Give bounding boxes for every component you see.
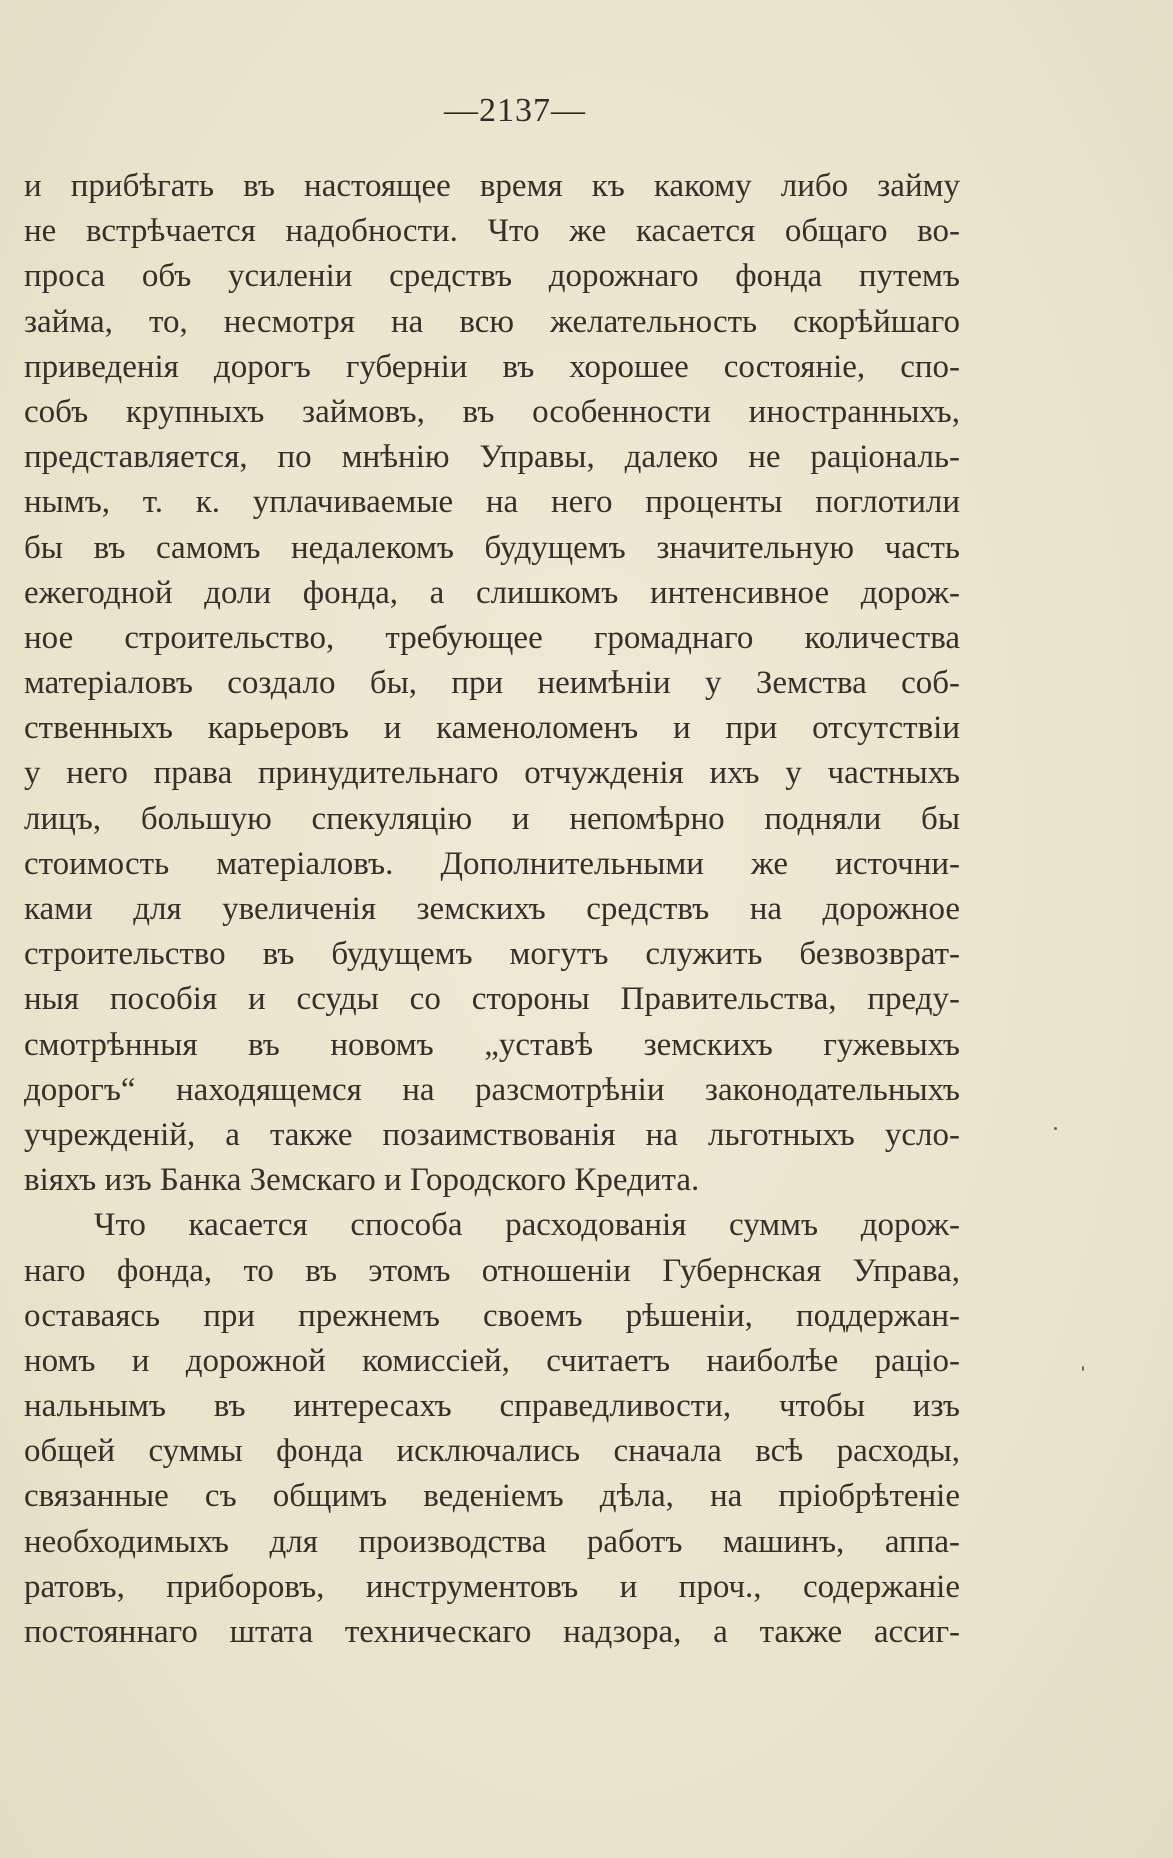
text-line: ныя пособія и ссуды со стороны Правительства, преду- bbox=[24, 981, 960, 1018]
text-line: дорогъ“ находящемся на разсмотрѣніи законодательныхъ bbox=[24, 1071, 960, 1108]
text-line: проса объ усиленіи средствъ дорожнаго фонда путемъ bbox=[24, 258, 960, 295]
paragraph-1 bbox=[24, 164, 960, 1203]
text-line: и прибѣгать въ настоящее время къ какому либо займу bbox=[24, 168, 960, 204]
text-line: Что касается способа расходованія суммъ дорож- bbox=[94, 1207, 960, 1244]
text-line: учрежденій, а также позаимствованія на льготныхъ усло- bbox=[24, 1116, 960, 1153]
text-line: ственныхъ карьеровъ и каменоломенъ и при отсутствіи bbox=[24, 710, 960, 747]
text-line: матеріаловъ создало бы, при неимѣніи у Земства соб- bbox=[24, 665, 960, 702]
text-line: бы въ самомъ недалекомъ будущемъ значительную часть bbox=[24, 529, 960, 566]
text-line: представляется, по мнѣнію Управы, далеко не раціональ- bbox=[24, 439, 960, 476]
page-number: —2137— bbox=[444, 92, 586, 129]
paper-speck bbox=[1082, 1366, 1084, 1371]
text-line: ное строительство, требующее громаднаго количества bbox=[24, 619, 960, 656]
body-text bbox=[24, 164, 960, 1655]
text-line: связанные съ общимъ веденіемъ дѣла, на пріобрѣтеніе bbox=[24, 1478, 960, 1515]
text-line: лицъ, большую спекуляцію и непомѣрно подняли бы bbox=[24, 800, 960, 837]
text-line: ежегодной доли фонда, а слишкомъ интенсивное дорож- bbox=[24, 574, 960, 611]
text-line: общей суммы фонда исключались сначала всѣ расходы, bbox=[24, 1433, 960, 1470]
text-line: нальнымъ въ интересахъ справедливости, чтобы изъ bbox=[24, 1388, 960, 1425]
text-line: ками для увеличенія земскихъ средствъ на дорожное bbox=[24, 891, 960, 927]
paper-speck bbox=[1054, 1127, 1057, 1130]
text-line: приведенія дорогъ губерніи въ хорошее состояніе, спо- bbox=[24, 348, 960, 385]
text-line: віяхъ изъ Банка Земскаго и Городского Кредита. bbox=[24, 1162, 700, 1199]
text-line: наго фонда, то въ этомъ отношеніи Губернская Управа, bbox=[24, 1252, 960, 1289]
text-line: постояннаго штата техническаго надзора, а также ассиг- bbox=[24, 1614, 960, 1650]
text-line: ратовъ, приборовъ, инструментовъ и проч., содержаніе bbox=[24, 1568, 960, 1605]
text-line: у него права принудительнаго отчужденія ихъ у частныхъ bbox=[24, 755, 960, 792]
paragraph-2 bbox=[24, 1203, 960, 1655]
text-line: стоимость матеріаловъ. Дополнительными же источни- bbox=[24, 845, 960, 882]
text-line: не встрѣчается надобности. Что же касается общаго во- bbox=[24, 213, 960, 250]
text-line: необходимыхъ для производства работъ машинъ, аппа- bbox=[24, 1523, 960, 1560]
text-line: строительство въ будущемъ могутъ служить безвозврат- bbox=[24, 936, 960, 973]
text-line: займа, то, несмотря на всю желательность скорѣйшаго bbox=[24, 303, 960, 340]
text-line: нымъ, т. к. уплачиваемые на него проценты поглотили bbox=[24, 484, 960, 521]
text-line: номъ и дорожной комиссіей, считаетъ наиболѣе раціо- bbox=[24, 1342, 960, 1379]
text-line: собъ крупныхъ займовъ, въ особенности иностранныхъ, bbox=[24, 393, 960, 430]
text-line: оставаясь при прежнемъ своемъ рѣшеніи, поддержан- bbox=[24, 1297, 960, 1334]
text-line: смотрѣнныя въ новомъ „уставѣ земскихъ гужевыхъ bbox=[24, 1026, 960, 1063]
